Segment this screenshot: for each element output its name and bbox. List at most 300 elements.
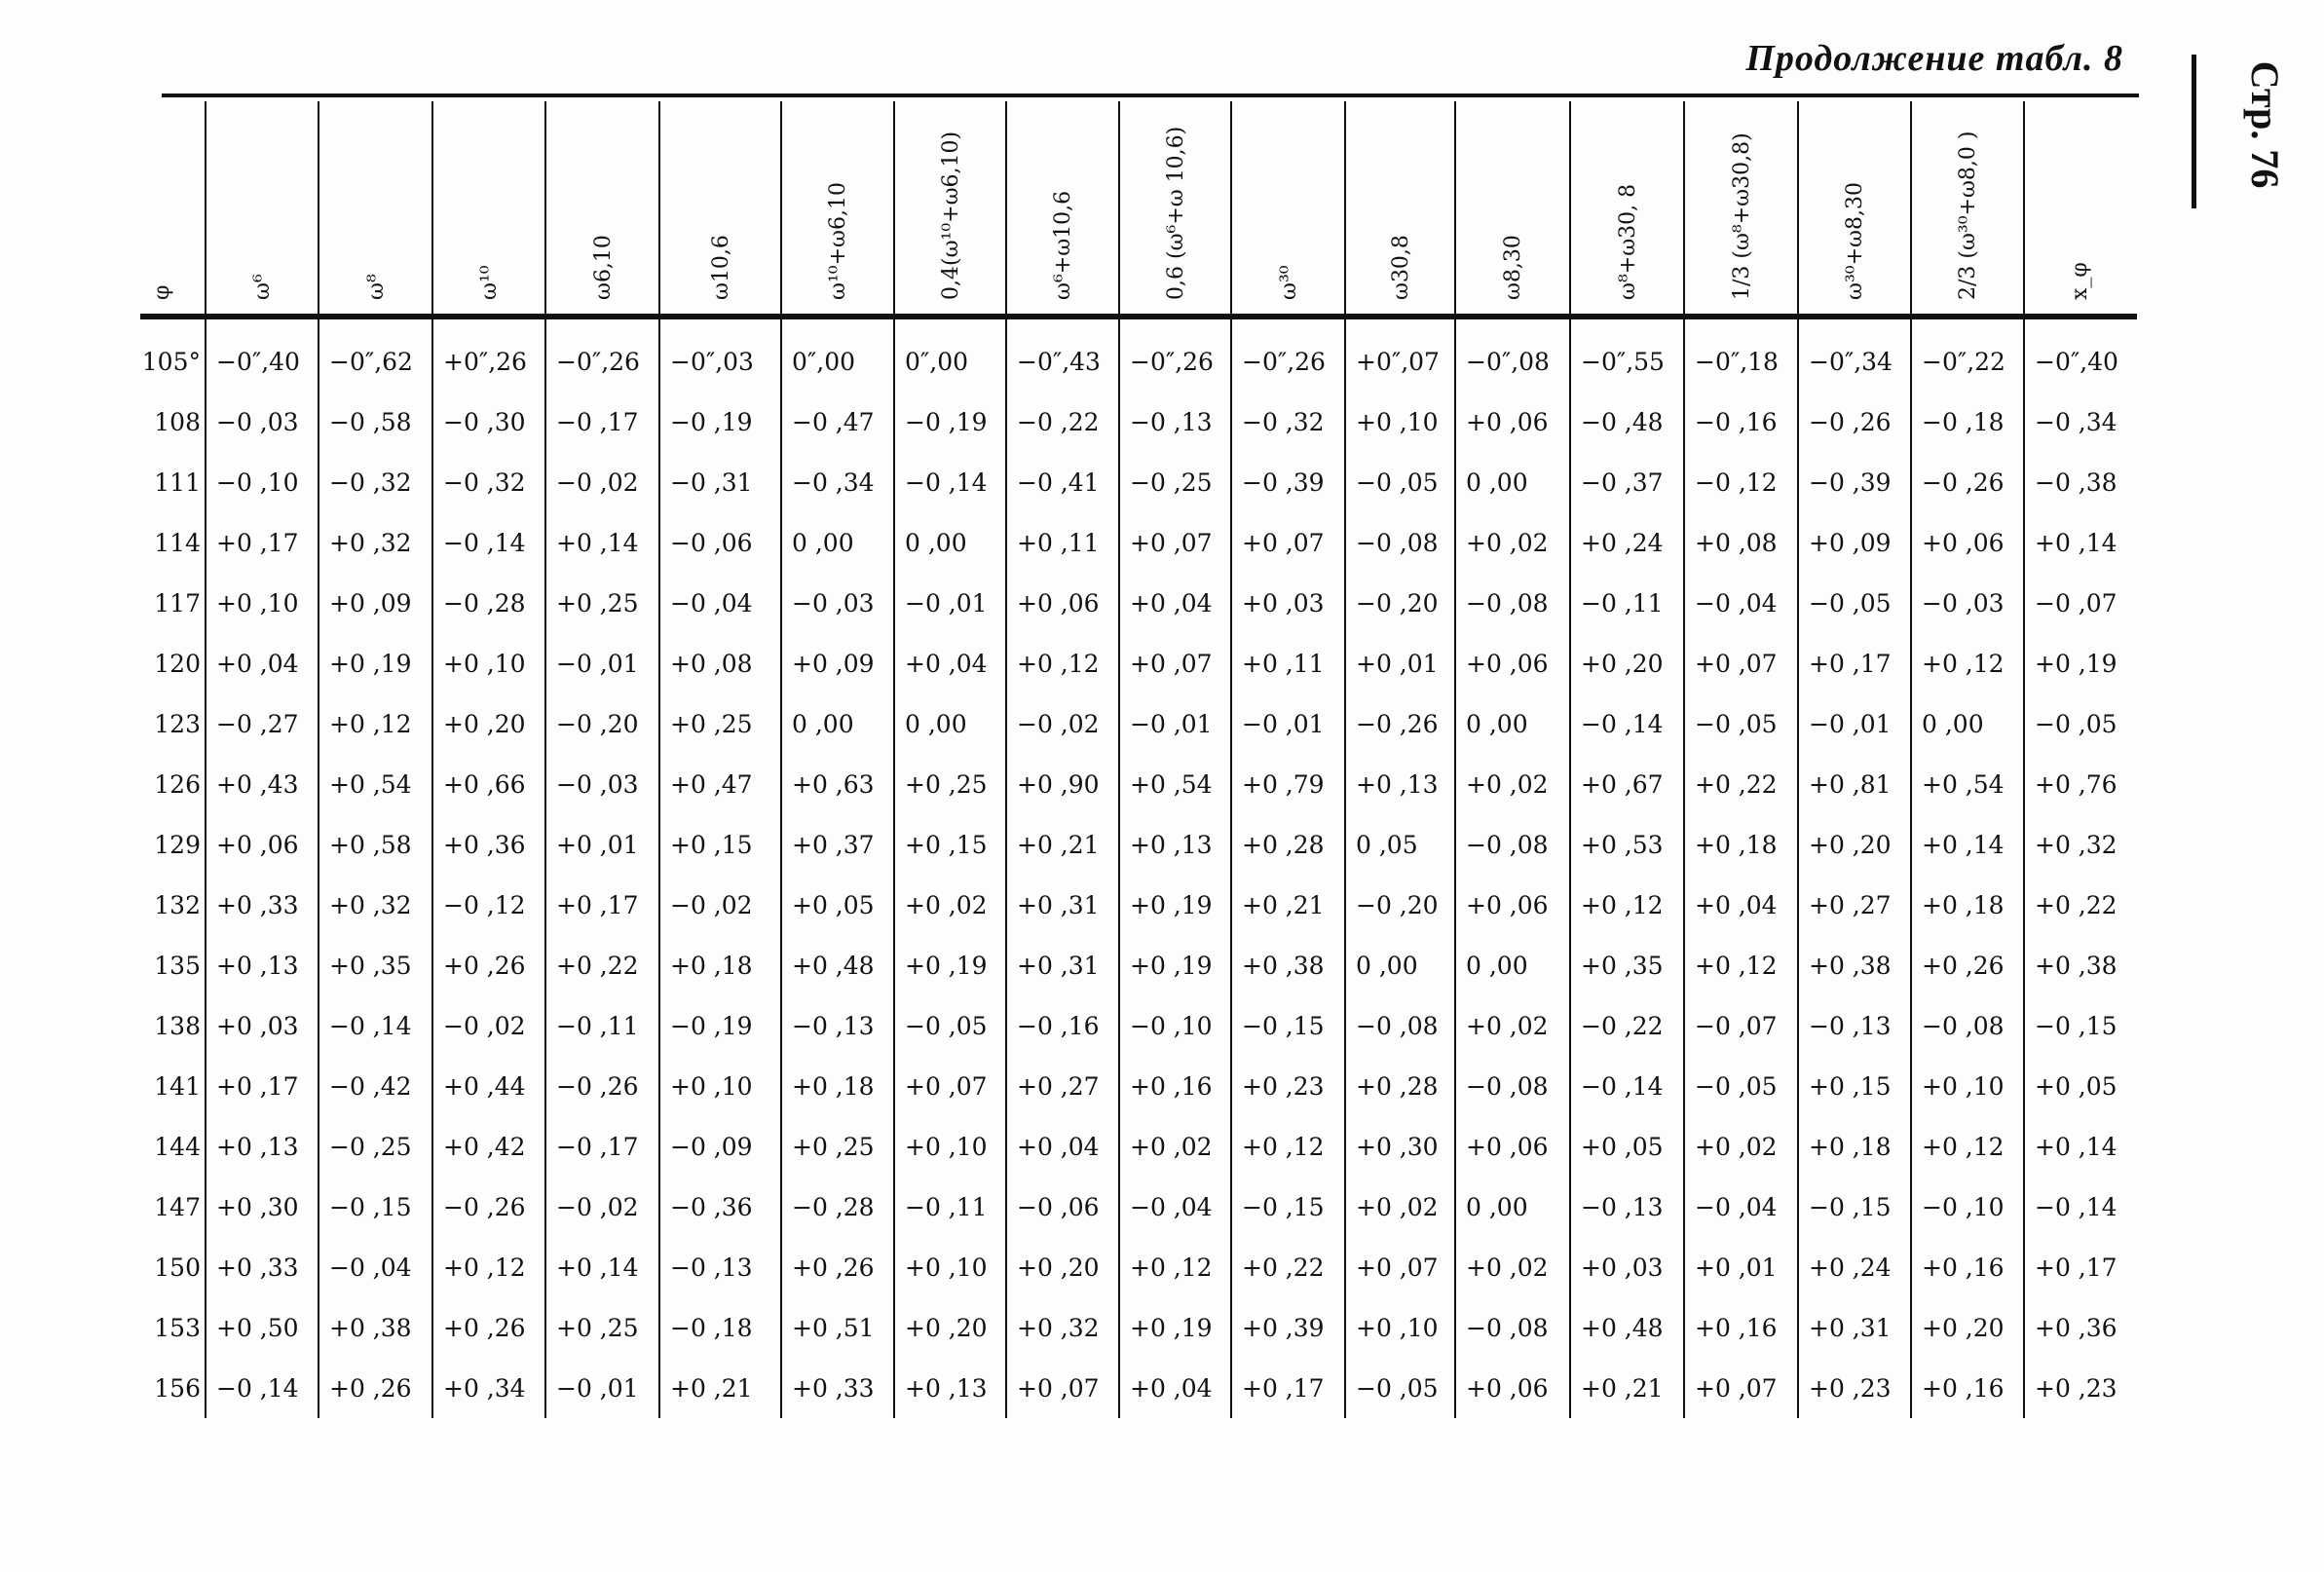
value-cell: −0 ,20 xyxy=(556,710,639,738)
table-row xyxy=(0,392,2324,453)
table-row xyxy=(0,1177,2324,1238)
value-cell: +0 ,10 xyxy=(443,650,526,678)
value-cell: +0 ,81 xyxy=(1809,770,1892,799)
value-cell: −0 ,05 xyxy=(1695,1072,1778,1101)
value-cell: +0 ,01 xyxy=(1695,1254,1778,1282)
value-cell: +0 ,36 xyxy=(2035,1314,2118,1342)
value-cell: −0 ,48 xyxy=(1581,408,1664,436)
value-cell: −0 ,41 xyxy=(1017,468,1100,497)
value-cell: +0 ,20 xyxy=(1922,1314,2005,1342)
value-cell: −0 ,08 xyxy=(1356,529,1439,557)
value-cell: −0″,62 xyxy=(329,348,413,376)
column-header-label: ω10,6 xyxy=(708,235,733,300)
value-cell: +0 ,38 xyxy=(2035,952,2118,980)
table-row xyxy=(0,452,2324,513)
column-header xyxy=(1458,101,1569,306)
value-cell: +0 ,18 xyxy=(670,952,753,980)
angle-cell: 138 xyxy=(154,1012,201,1040)
value-cell: −0 ,07 xyxy=(2035,589,2118,618)
value-cell: +0 ,01 xyxy=(1356,650,1439,678)
value-cell: +0 ,66 xyxy=(443,770,526,799)
value-cell: −0 ,01 xyxy=(1242,710,1325,738)
value-cell: +0 ,19 xyxy=(2035,650,2118,678)
value-cell: +0 ,13 xyxy=(216,952,299,980)
value-cell: −0 ,13 xyxy=(1809,1012,1892,1040)
value-cell: +0 ,06 xyxy=(1466,408,1549,436)
value-cell: +0 ,06 xyxy=(1466,650,1549,678)
value-cell: +0 ,13 xyxy=(216,1133,299,1161)
page-title: Продолжение табл. 8 xyxy=(1745,38,2123,79)
value-cell: +0 ,18 xyxy=(1922,891,2005,919)
value-cell: +0 ,18 xyxy=(1695,831,1778,859)
value-cell: −0″,40 xyxy=(2035,348,2118,376)
value-cell: +0 ,17 xyxy=(1809,650,1892,678)
value-cell: +0 ,28 xyxy=(1356,1072,1439,1101)
value-cell: +0 ,17 xyxy=(556,891,639,919)
value-cell: −0 ,25 xyxy=(329,1133,412,1161)
value-cell: +0 ,14 xyxy=(2035,529,2118,557)
value-cell: −0 ,11 xyxy=(905,1193,988,1221)
value-cell: +0 ,07 xyxy=(905,1072,988,1101)
value-cell: −0 ,10 xyxy=(1922,1193,2005,1221)
value-cell: +0 ,76 xyxy=(2035,770,2118,799)
value-cell: +0 ,54 xyxy=(329,770,412,799)
value-cell: +0 ,58 xyxy=(329,831,412,859)
value-cell: +0 ,12 xyxy=(1130,1254,1213,1282)
value-cell: +0 ,44 xyxy=(443,1072,526,1101)
value-cell: +0 ,63 xyxy=(792,770,875,799)
value-cell: +0 ,38 xyxy=(329,1314,412,1342)
column-header-label: ω⁶ xyxy=(250,274,275,300)
value-cell: 0 ,00 xyxy=(1356,952,1418,980)
angle-cell: 105° xyxy=(141,348,201,376)
value-cell: +0 ,10 xyxy=(216,589,299,618)
value-cell: +0 ,36 xyxy=(443,831,526,859)
column-header-label: ω⁸+ω30, 8 xyxy=(1615,183,1640,300)
value-cell: −0″,34 xyxy=(1809,348,1893,376)
value-cell: −0 ,22 xyxy=(1581,1012,1664,1040)
value-cell: −0 ,12 xyxy=(443,891,526,919)
value-cell: +0 ,38 xyxy=(1809,952,1892,980)
value-cell: +0 ,06 xyxy=(1466,1133,1549,1161)
value-cell: +0 ,12 xyxy=(1922,650,2005,678)
value-cell: +0 ,21 xyxy=(1242,891,1325,919)
angle-cell: 114 xyxy=(154,529,201,557)
value-cell: +0 ,79 xyxy=(1242,770,1325,799)
value-cell: +0 ,02 xyxy=(1466,770,1549,799)
value-cell: +0 ,31 xyxy=(1017,952,1100,980)
angle-cell: 144 xyxy=(154,1133,201,1161)
value-cell: −0 ,05 xyxy=(2035,710,2118,738)
value-cell: +0 ,20 xyxy=(1581,650,1664,678)
column-header-label: ω30,8 xyxy=(1388,235,1413,300)
table-top-rule xyxy=(162,94,2139,97)
angle-cell: 111 xyxy=(154,468,201,497)
value-cell: +0 ,11 xyxy=(1017,529,1100,557)
value-cell: +0 ,19 xyxy=(1130,1314,1213,1342)
value-cell: −0 ,14 xyxy=(443,529,526,557)
column-header xyxy=(1009,101,1118,306)
value-cell: +0 ,10 xyxy=(1922,1072,2005,1101)
value-cell: +0 ,03 xyxy=(1242,589,1325,618)
value-cell: +0 ,31 xyxy=(1809,1314,1892,1342)
value-cell: +0 ,13 xyxy=(905,1374,988,1403)
angle-cell: 135 xyxy=(154,952,201,980)
value-cell: +0 ,21 xyxy=(1581,1374,1664,1403)
value-cell: +0 ,90 xyxy=(1017,770,1100,799)
value-cell: +0 ,33 xyxy=(216,891,299,919)
value-cell: +0 ,20 xyxy=(905,1314,988,1342)
value-cell: +0 ,05 xyxy=(792,891,875,919)
value-cell: −0 ,08 xyxy=(1466,1072,1549,1101)
value-cell: +0 ,10 xyxy=(1356,408,1439,436)
value-cell: +0 ,47 xyxy=(670,770,753,799)
value-cell: +0″,26 xyxy=(443,348,527,376)
table-row xyxy=(0,1116,2324,1178)
value-cell: −0 ,02 xyxy=(443,1012,526,1040)
value-cell: +0 ,11 xyxy=(1242,650,1325,678)
value-cell: −0 ,58 xyxy=(329,408,412,436)
column-header-label: 0,4(ω¹⁰+ω6,10) xyxy=(938,131,963,300)
value-cell: −0 ,14 xyxy=(905,468,988,497)
value-cell: +0 ,06 xyxy=(1017,589,1100,618)
value-cell: −0 ,14 xyxy=(216,1374,299,1403)
value-cell: +0 ,22 xyxy=(1242,1254,1325,1282)
value-cell: −0 ,19 xyxy=(905,408,988,436)
value-cell: −0 ,10 xyxy=(216,468,299,497)
column-header-label: ω¹⁰+ω6,10 xyxy=(826,182,850,300)
column-header-label: ω³⁰ xyxy=(1276,265,1301,300)
table-row xyxy=(0,693,2324,755)
value-cell: +0 ,06 xyxy=(1466,891,1549,919)
value-cell: −0 ,14 xyxy=(329,1012,412,1040)
value-cell: 0″,00 xyxy=(792,348,856,376)
table-row xyxy=(0,1297,2324,1359)
value-cell: +0 ,02 xyxy=(1130,1133,1213,1161)
value-cell: −0 ,09 xyxy=(670,1133,753,1161)
page-number: Стр. 76 xyxy=(2243,60,2287,189)
value-cell: −0 ,36 xyxy=(670,1193,753,1221)
value-cell: −0 ,34 xyxy=(792,468,875,497)
value-cell: +0 ,06 xyxy=(216,831,299,859)
column-header-label: ω8,30 xyxy=(1501,235,1525,300)
value-cell: −0 ,34 xyxy=(2035,408,2118,436)
value-cell: +0 ,19 xyxy=(1130,952,1213,980)
value-cell: +0 ,51 xyxy=(792,1314,875,1342)
value-cell: +0 ,02 xyxy=(1466,1012,1549,1040)
value-cell: −0 ,42 xyxy=(329,1072,412,1101)
value-cell: +0 ,32 xyxy=(329,891,412,919)
value-cell: −0 ,22 xyxy=(1017,408,1100,436)
value-cell: −0″,26 xyxy=(1130,348,1214,376)
value-cell: +0 ,43 xyxy=(216,770,299,799)
value-cell: −0 ,08 xyxy=(1356,1012,1439,1040)
value-cell: +0 ,22 xyxy=(556,952,639,980)
value-cell: +0 ,10 xyxy=(905,1254,988,1282)
value-cell: −0 ,08 xyxy=(1922,1012,2005,1040)
value-cell: −0 ,14 xyxy=(2035,1193,2118,1221)
value-cell: +0 ,13 xyxy=(1130,831,1213,859)
value-cell: +0 ,09 xyxy=(329,589,412,618)
value-cell: −0″,08 xyxy=(1466,348,1550,376)
value-cell: +0 ,07 xyxy=(1695,650,1778,678)
value-cell: −0 ,47 xyxy=(792,408,875,436)
value-cell: +0 ,30 xyxy=(216,1193,299,1221)
value-cell: +0 ,19 xyxy=(329,650,412,678)
table-row xyxy=(0,1358,2324,1419)
value-cell: −0 ,11 xyxy=(1581,589,1664,618)
value-cell: +0 ,54 xyxy=(1130,770,1213,799)
value-cell: −0 ,05 xyxy=(1695,710,1778,738)
column-header xyxy=(2027,101,2133,306)
value-cell: −0 ,03 xyxy=(1922,589,2005,618)
value-cell: +0 ,13 xyxy=(1356,770,1439,799)
column-header-label: φ xyxy=(150,284,174,300)
value-cell: 0 ,00 xyxy=(1466,1193,1528,1221)
value-cell: +0 ,20 xyxy=(443,710,526,738)
value-cell: −0 ,15 xyxy=(1809,1193,1892,1221)
value-cell: −0 ,05 xyxy=(905,1012,988,1040)
value-cell: +0 ,02 xyxy=(1466,1254,1549,1282)
value-cell: +0 ,26 xyxy=(443,952,526,980)
value-cell: +0 ,17 xyxy=(216,529,299,557)
value-cell: −0 ,06 xyxy=(670,529,753,557)
value-cell: −0 ,15 xyxy=(1242,1193,1325,1221)
value-cell: −0″,55 xyxy=(1581,348,1665,376)
value-cell: −0 ,01 xyxy=(1130,710,1213,738)
value-cell: +0 ,48 xyxy=(1581,1314,1664,1342)
value-cell: +0 ,50 xyxy=(216,1314,299,1342)
value-cell: −0 ,26 xyxy=(443,1193,526,1221)
value-cell: +0 ,23 xyxy=(2035,1374,2118,1403)
column-header xyxy=(1573,101,1683,306)
value-cell: −0 ,01 xyxy=(556,650,639,678)
column-header xyxy=(1122,101,1230,306)
value-cell: +0 ,18 xyxy=(1809,1133,1892,1161)
table-row xyxy=(0,935,2324,996)
column-header xyxy=(1914,101,2023,306)
value-cell: +0 ,22 xyxy=(2035,891,2118,919)
value-cell: −0 ,14 xyxy=(1581,710,1664,738)
angle-cell: 147 xyxy=(154,1193,201,1221)
value-cell: +0 ,20 xyxy=(1809,831,1892,859)
value-cell: +0 ,02 xyxy=(905,891,988,919)
value-cell: −0 ,04 xyxy=(329,1254,412,1282)
value-cell: −0″,43 xyxy=(1017,348,1101,376)
value-cell: +0 ,10 xyxy=(1356,1314,1439,1342)
value-cell: +0 ,21 xyxy=(670,1374,753,1403)
value-cell: −0 ,31 xyxy=(670,468,753,497)
value-cell: +0 ,09 xyxy=(1809,529,1892,557)
value-cell: −0 ,02 xyxy=(556,1193,639,1221)
value-cell: −0 ,05 xyxy=(1356,468,1439,497)
value-cell: −0 ,08 xyxy=(1466,589,1549,618)
value-cell: +0 ,07 xyxy=(1130,650,1213,678)
value-cell: −0 ,15 xyxy=(2035,1012,2118,1040)
value-cell: +0 ,31 xyxy=(1017,891,1100,919)
angle-cell: 108 xyxy=(154,408,201,436)
angle-cell: 156 xyxy=(154,1374,201,1403)
value-cell: −0 ,26 xyxy=(1809,408,1892,436)
value-cell: +0 ,14 xyxy=(1922,831,2005,859)
value-cell: −0″,26 xyxy=(556,348,640,376)
value-cell: −0 ,04 xyxy=(1695,589,1778,618)
table-row xyxy=(0,875,2324,936)
value-cell: 0 ,00 xyxy=(905,710,967,738)
value-cell: −0 ,15 xyxy=(1242,1012,1325,1040)
value-cell: −0 ,03 xyxy=(216,408,299,436)
value-cell: −0 ,05 xyxy=(1356,1374,1439,1403)
value-cell: +0 ,07 xyxy=(1130,529,1213,557)
value-cell: −0 ,08 xyxy=(1466,831,1549,859)
value-cell: +0 ,17 xyxy=(216,1072,299,1101)
column-header xyxy=(1801,101,1910,306)
value-cell: −0 ,30 xyxy=(443,408,526,436)
value-cell: −0 ,03 xyxy=(556,770,639,799)
value-cell: +0 ,04 xyxy=(1695,891,1778,919)
value-cell: +0 ,05 xyxy=(2035,1072,2118,1101)
value-cell: −0 ,32 xyxy=(329,468,412,497)
column-header xyxy=(1687,101,1797,306)
value-cell: +0 ,27 xyxy=(1017,1072,1100,1101)
value-cell: +0 ,26 xyxy=(329,1374,412,1403)
value-cell: −0 ,20 xyxy=(1356,589,1439,618)
value-cell: 0 ,00 xyxy=(905,529,967,557)
value-cell: +0 ,06 xyxy=(1466,1374,1549,1403)
value-cell: +0 ,16 xyxy=(1695,1314,1778,1342)
value-cell: −0 ,19 xyxy=(670,1012,753,1040)
value-cell: −0 ,13 xyxy=(1130,408,1213,436)
angle-cell: 123 xyxy=(154,710,201,738)
value-cell: 0 ,00 xyxy=(1922,710,1984,738)
value-cell: +0 ,67 xyxy=(1581,770,1664,799)
value-cell: −0 ,20 xyxy=(1356,891,1439,919)
value-cell: +0 ,25 xyxy=(670,710,753,738)
column-header xyxy=(1348,101,1454,306)
value-cell: +0″,07 xyxy=(1356,348,1440,376)
column-header xyxy=(1234,101,1344,306)
angle-cell: 153 xyxy=(154,1314,201,1342)
value-cell: −0 ,26 xyxy=(1356,710,1439,738)
value-cell: −0 ,15 xyxy=(329,1193,412,1221)
value-cell: −0 ,26 xyxy=(556,1072,639,1101)
value-cell: −0 ,02 xyxy=(1017,710,1100,738)
column-header-label: x_φ xyxy=(2067,262,2092,300)
value-cell: −0 ,39 xyxy=(1242,468,1325,497)
value-cell: +0 ,14 xyxy=(2035,1133,2118,1161)
angle-cell: 141 xyxy=(154,1072,201,1101)
value-cell: +0 ,16 xyxy=(1922,1254,2005,1282)
table-row xyxy=(0,754,2324,815)
value-cell: +0 ,32 xyxy=(1017,1314,1100,1342)
value-cell: +0 ,37 xyxy=(792,831,875,859)
value-cell: +0 ,48 xyxy=(792,952,875,980)
value-cell: −0 ,02 xyxy=(670,891,753,919)
value-cell: −0 ,13 xyxy=(670,1254,753,1282)
value-cell: +0 ,12 xyxy=(1242,1133,1325,1161)
column-header-label: 1/3 (ω⁸+ω30,8) xyxy=(1729,132,1754,300)
value-cell: −0 ,01 xyxy=(556,1374,639,1403)
value-cell: −0″,22 xyxy=(1922,348,2005,376)
table-header-rule xyxy=(140,314,2137,319)
value-cell: −0 ,05 xyxy=(1809,589,1892,618)
table-row xyxy=(0,1056,2324,1117)
column-header-label: ω⁶+ω10,6 xyxy=(1051,190,1075,300)
value-cell: +0 ,02 xyxy=(1356,1193,1439,1221)
column-header xyxy=(897,101,1005,306)
value-cell: +0 ,26 xyxy=(792,1254,875,1282)
value-cell: +0 ,15 xyxy=(905,831,988,859)
column-header xyxy=(784,101,893,306)
table-row xyxy=(0,995,2324,1057)
column-header xyxy=(435,101,544,306)
value-cell: +0 ,28 xyxy=(1242,831,1325,859)
value-cell: −0 ,06 xyxy=(1017,1193,1100,1221)
value-cell: −0 ,18 xyxy=(1922,408,2005,436)
value-cell: −0 ,04 xyxy=(1130,1193,1213,1221)
value-cell: +0 ,17 xyxy=(1242,1374,1325,1403)
column-header xyxy=(208,101,318,306)
value-cell: +0 ,35 xyxy=(329,952,412,980)
table-row xyxy=(0,814,2324,876)
value-cell: −0 ,07 xyxy=(1695,1012,1778,1040)
value-cell: +0 ,12 xyxy=(1581,891,1664,919)
value-cell: −0 ,04 xyxy=(1695,1193,1778,1221)
value-cell: −0 ,04 xyxy=(670,589,753,618)
value-cell: +0 ,26 xyxy=(1922,952,2005,980)
value-cell: +0 ,08 xyxy=(1695,529,1778,557)
value-cell: +0 ,01 xyxy=(556,831,639,859)
value-cell: +0 ,12 xyxy=(1017,650,1100,678)
value-cell: +0 ,07 xyxy=(1242,529,1325,557)
value-cell: +0 ,03 xyxy=(216,1012,299,1040)
value-cell: +0 ,19 xyxy=(905,952,988,980)
value-cell: +0 ,54 xyxy=(1922,770,2005,799)
page-number-rule xyxy=(2192,55,2196,208)
value-cell: −0 ,39 xyxy=(1809,468,1892,497)
value-cell: 0 ,00 xyxy=(1466,710,1528,738)
value-cell: −0 ,13 xyxy=(792,1012,875,1040)
value-cell: +0 ,39 xyxy=(1242,1314,1325,1342)
value-cell: +0 ,12 xyxy=(1695,952,1778,980)
value-cell: −0 ,19 xyxy=(670,408,753,436)
column-header xyxy=(662,101,780,306)
value-cell: −0 ,28 xyxy=(443,589,526,618)
value-cell: +0 ,06 xyxy=(1922,529,2005,557)
value-cell: +0 ,15 xyxy=(670,831,753,859)
value-cell: −0 ,13 xyxy=(1581,1193,1664,1221)
value-cell: −0 ,37 xyxy=(1581,468,1664,497)
value-cell: −0″,18 xyxy=(1695,348,1779,376)
value-cell: +0 ,09 xyxy=(792,650,875,678)
value-cell: +0 ,22 xyxy=(1695,770,1778,799)
value-cell: +0 ,25 xyxy=(556,1314,639,1342)
value-cell: +0 ,03 xyxy=(1581,1254,1664,1282)
value-cell: −0 ,32 xyxy=(443,468,526,497)
value-cell: +0 ,33 xyxy=(216,1254,299,1282)
value-cell: +0 ,21 xyxy=(1017,831,1100,859)
value-cell: +0 ,24 xyxy=(1581,529,1664,557)
value-cell: +0 ,02 xyxy=(1695,1133,1778,1161)
value-cell: +0 ,38 xyxy=(1242,952,1325,980)
column-header-label: ω6,10 xyxy=(590,235,616,300)
value-cell: −0 ,32 xyxy=(1242,408,1325,436)
value-cell: −0″,03 xyxy=(670,348,754,376)
table-row xyxy=(0,1237,2324,1298)
value-cell: +0 ,12 xyxy=(443,1254,526,1282)
value-cell: +0 ,02 xyxy=(1466,529,1549,557)
value-cell: +0 ,24 xyxy=(1809,1254,1892,1282)
